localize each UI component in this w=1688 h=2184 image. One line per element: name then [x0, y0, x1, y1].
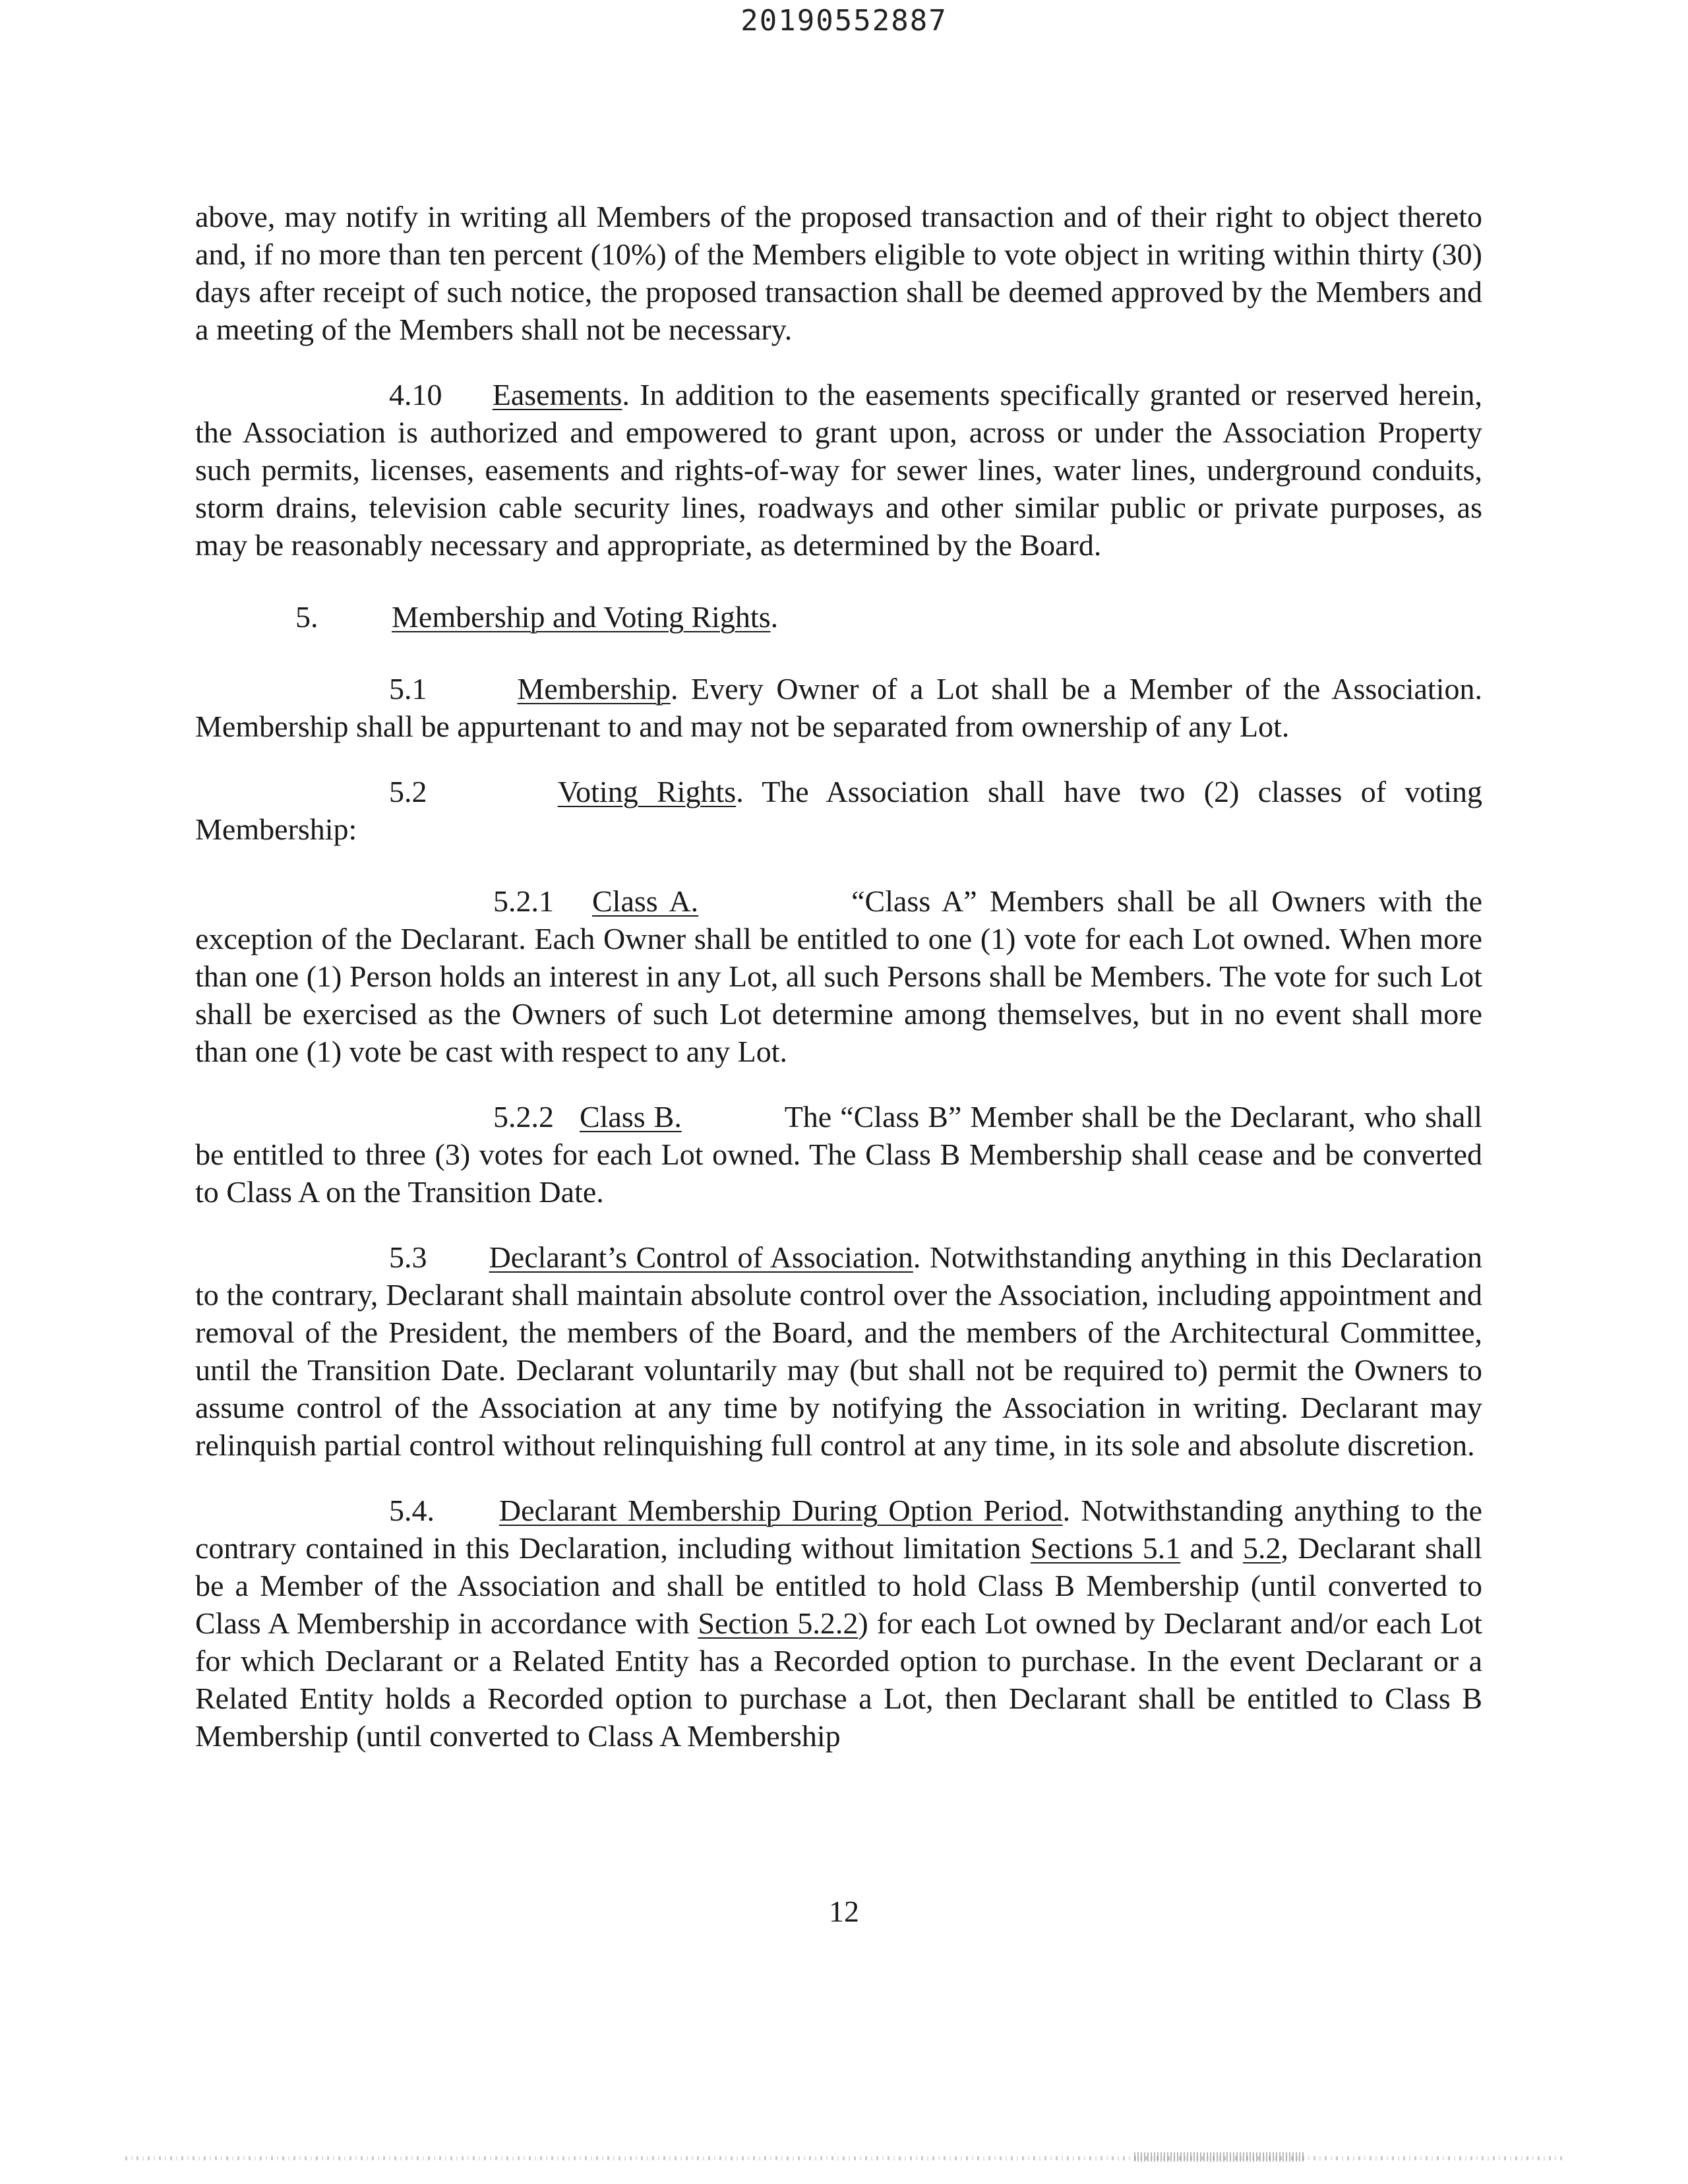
section-text: “Class A” Members shall be all Owners with the exception of the Declarant. Each Owner shall be entitled to one (1) vote for each Lot owned. When more than one (1) Person holds an interest in any Lot, all such Persons shall be Members. The vote for such Lot shall be exercised as the Owners of such Lot determine among themselves, but in no event shall more than one (1) vote be cast with respect to any Lot. — [195, 884, 1483, 1068]
section-5-1 — [195, 670, 1482, 745]
section-title: Class A. — [591, 884, 699, 918]
section-number: 5.3 — [389, 1240, 427, 1274]
section-text: . Every Owner of a Lot shall be a Member of the Association. Membership shall be appurtenant to and may not be separated from ownership of any Lot. — [195, 672, 1482, 743]
section-text: . The Association shall have two (2) classes of voting — [736, 775, 1483, 808]
section-4-10 — [195, 376, 1482, 564]
section-text: and — [1180, 1531, 1244, 1565]
section-5-2-2 — [195, 1098, 1482, 1211]
section-number: 4.10 — [389, 378, 442, 411]
scan-artifact-mark — [1134, 2152, 1306, 2162]
section-number: 5.1 — [389, 672, 427, 706]
section-number: 5.4. — [389, 1494, 435, 1527]
scan-artifact-line — [125, 2156, 1563, 2160]
section-title: Easements — [492, 378, 622, 411]
section-text: . Notwithstanding anything to the contrary contained in this Declaration, including without limitation — [195, 1494, 1482, 1565]
section-number: 5.2 — [389, 775, 427, 808]
document-body — [195, 198, 1482, 1755]
section-text: ) for each Lot owned by Declarant and/or each Lot for which Declarant or a Related Entity has a Recorded option to purchase. In the event Declarant or a Related Entity holds a Recorded option to purchase a Lot, then Declarant shall be entitled to Class B Membership (until converted to Class A Membership — [195, 1606, 1482, 1753]
section-title: Membership and Voting Rights — [392, 600, 771, 634]
section-title: Declarant Membership During Option Period — [498, 1494, 1063, 1527]
section-5-2-continuation: Membership: — [195, 812, 357, 846]
section-number: 5. — [295, 600, 318, 634]
section-reference: Sections 5.1 — [1030, 1531, 1181, 1565]
section-text: . Notwithstanding anything in this Declaration to the contrary, Declarant shall maintain absolute control over the Association, including appointment and removal of the President, the members of the Board, and the members of the Architectural Committee, until the Transition Date. Declarant voluntarily may (but shall not be required to) permit the Owners to assume control of the Association at any time by notifying the Association in writing. Declarant may relinquish partial control without relinquishing full control at any time, in its sole and absolute discretion. — [195, 1240, 1482, 1462]
section-5-4 — [195, 1492, 1482, 1755]
section-5-2-line — [389, 773, 1482, 810]
section-title: Declarant’s Control of Association — [489, 1240, 913, 1274]
section-5-2 — [195, 773, 1482, 810]
paragraph-continuation: above, may notify in writing all Members of the proposed transaction and of their right to object thereto and, if no more than ten percent (10%) of the Members eligible to vote object in writing within thirty (30) days after receipt of such notice, the proposed transaction shall be deemed approved by the Members and a meeting of the Members shall not be necessary. — [195, 200, 1482, 346]
section-5-2-1 — [195, 882, 1482, 1070]
page-number: 12 — [829, 1895, 859, 1928]
recording-number: 20190552887 — [740, 4, 948, 38]
section-title: Voting Rights — [557, 775, 737, 808]
section-5-3 — [195, 1238, 1482, 1464]
section-text: , Declarant shall be a Member of the Association and shall be entitled to hold Class B Membership (until converted to Class A Membership in accordance with — [195, 1531, 1482, 1640]
section-reference: 5.2 — [1243, 1531, 1281, 1565]
section-title: Class B. — [579, 1100, 682, 1134]
section-number: 5.2.1 — [493, 884, 554, 918]
section-text: The “Class B” Member shall be the Declarant, who shall be entitled to three (3) votes for each Lot owned. The Class B Membership shall cease and be converted to Class A on the Transition Date. — [195, 1100, 1483, 1209]
section-number: 5.2.2 — [493, 1100, 554, 1134]
section-5-heading — [195, 598, 1482, 636]
section-reference: Section 5.2.2 — [698, 1606, 859, 1640]
section-text: . In addition to the easements specifically granted or reserved herein, the Association is authorized and empowered to grant upon, across or under the Association Property such permits, licenses, easements and rights-of-way for sewer lines, water lines, underground conduits, storm drains, television cable security lines, roadways and other similar public or private purposes, as may be reasonably necessary and appropriate, as determined by the Board. — [195, 378, 1482, 562]
section-title: Membership — [517, 672, 671, 706]
indent-spacer — [195, 773, 389, 810]
section-punct: . — [770, 600, 779, 634]
